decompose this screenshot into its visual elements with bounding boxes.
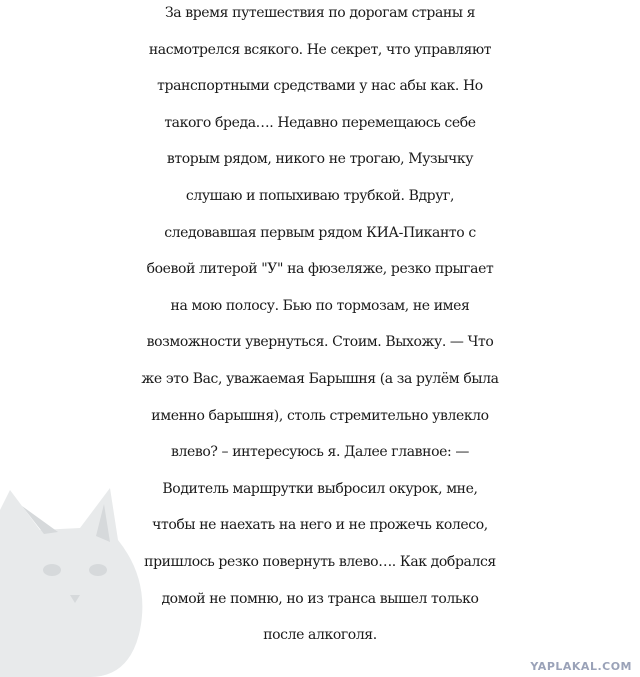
story-line: пришлось резко повернуть влево…. Как добрался (144, 553, 496, 570)
story-line: следовавшая первым рядом КИА-Пиканто с (164, 224, 476, 241)
site-watermark: YAPLAKAL.COM (530, 660, 632, 673)
story-line: влево? – интересуюсь я. Далее главное: — (171, 444, 469, 461)
story-line: насмотрелся всякого. Не секрет, что управляют (148, 41, 492, 58)
story-line: транспортными средствами у нас абы как. Но (157, 78, 483, 95)
story-line: после алкоголя. (263, 627, 377, 644)
story-line: же это Вас, уважаемая Барышня (а за рулём была (141, 370, 499, 387)
story-line: именно барышня), столь стремительно увлекло (151, 407, 489, 424)
story-line: возможности увернуться. Стоим. Выхожу. — Что (146, 334, 494, 351)
story-line: домой не помню, но из транса вышел только (161, 590, 479, 607)
story-line: боевой литерой "У" на фюзеляже, резко прыгает (146, 261, 494, 278)
story-line: вторым рядом, никого не трогаю, Музычку (166, 151, 474, 168)
story-line: слушаю и попыхиваю трубкой. Вдруг, (185, 187, 455, 204)
story-line: такого бреда…. Недавно перемещаюсь себе (164, 114, 476, 131)
story-line: чтобы не наехать на него и не прожечь колесо, (152, 517, 488, 534)
story-line: За время путешествия по дорогам страны я (164, 5, 476, 21)
story-line: Водитель маршрутки выбросил окурок, мне, (162, 480, 478, 497)
story-line: на мою полосу. Бью по тормозам, не имея (170, 297, 470, 314)
